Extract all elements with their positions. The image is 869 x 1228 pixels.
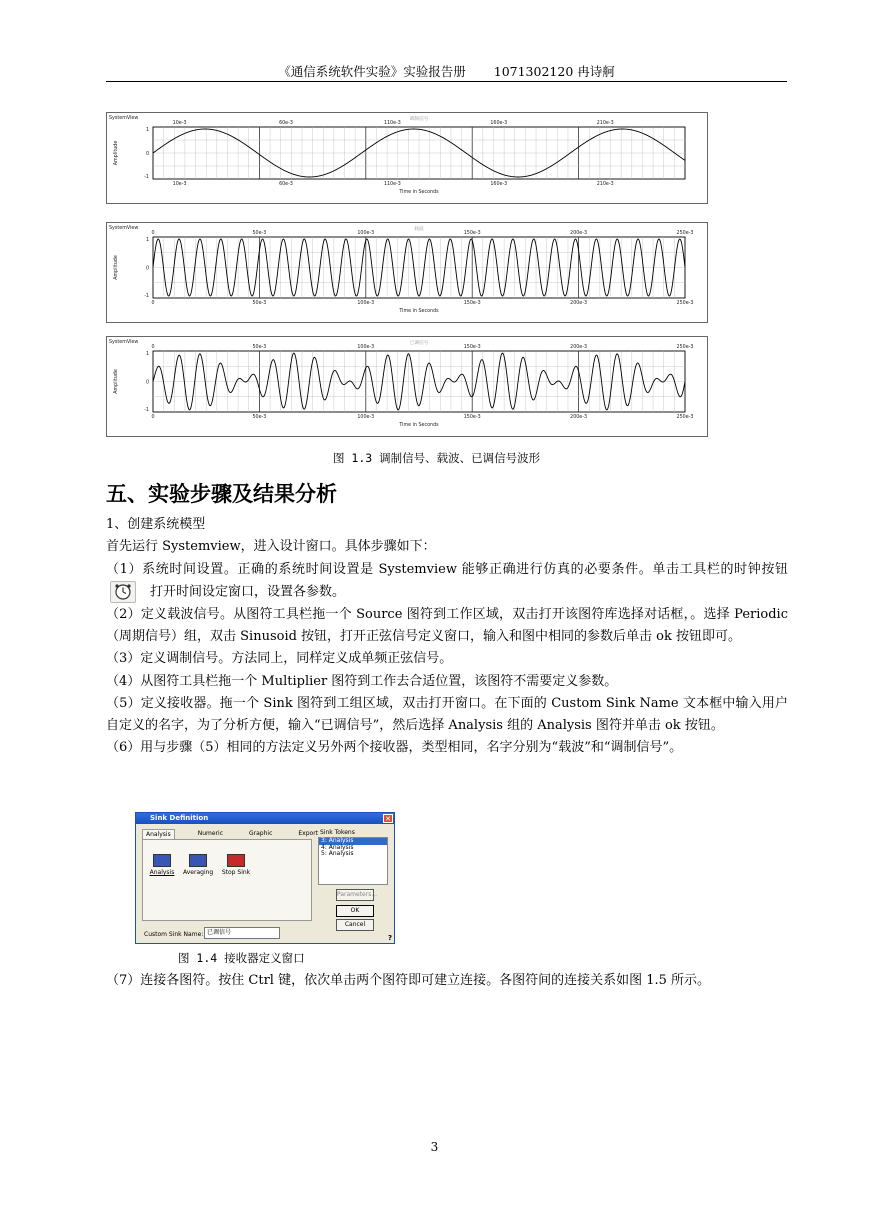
sink-tokens-label: Sink Tokens	[320, 829, 355, 836]
top-tick-label: 0	[151, 345, 155, 350]
averaging-sink-option[interactable]: Averaging	[183, 854, 213, 876]
top-tick-label: 10e-3	[172, 121, 187, 126]
stop-sink-icon	[227, 854, 245, 867]
figure-1-3-caption: 图 1.3 调制信号、载波、已调信号波形	[333, 451, 541, 465]
y-tick-label: -1	[144, 294, 149, 299]
figure-1-4-caption: 图 1.4 接收器定义窗口	[178, 951, 305, 965]
ok-button[interactable]: OK	[336, 905, 374, 917]
bottom-tick-label: 50e-3	[252, 415, 267, 420]
bottom-tick-label: 100e-3	[357, 301, 375, 306]
bottom-tick-label: 60e-3	[279, 182, 293, 187]
tab-graphic[interactable]: Graphic	[249, 830, 273, 837]
bottom-tick-label: 250e-3	[676, 301, 694, 306]
plot-app-label: SystemView	[109, 116, 139, 121]
header-author: 1071302120 冉诗舸	[493, 64, 615, 79]
plot-app-label: SystemView	[109, 226, 139, 231]
step-3: （3）定义调制信号。方法同上，同样定义成单频正弦信号。	[106, 651, 453, 667]
bottom-tick-label: 150e-3	[463, 301, 481, 306]
bottom-tick-label: 0	[151, 301, 155, 306]
help-icon[interactable]: ?	[387, 934, 392, 942]
tab-analysis[interactable]: Analysis	[142, 829, 175, 839]
top-tick-label: 150e-3	[463, 231, 481, 236]
sink-tokens-list[interactable]	[318, 837, 388, 885]
page-number: 3	[430, 1140, 439, 1154]
y-tick-label: 0	[145, 380, 149, 386]
bottom-tick-label: 50e-3	[252, 301, 267, 306]
stop-sink-option[interactable]: Stop Sink	[221, 854, 251, 876]
intro-paragraph: 首先运行 Systemview，进入设计窗口。具体步骤如下：	[106, 539, 436, 555]
averaging-icon	[189, 854, 207, 867]
analysis-icon	[153, 854, 171, 867]
y-axis-label: Amplitude	[114, 140, 119, 166]
plot-modulated-signal	[106, 336, 708, 437]
step-heading: 1、创建系统模型	[106, 517, 206, 532]
y-tick-label: 1	[145, 352, 149, 357]
top-tick-label: 50e-3	[252, 345, 267, 350]
tab-numeric[interactable]: Numeric	[197, 830, 223, 837]
top-tick-label: 60e-3	[279, 121, 293, 126]
x-axis-label: Time in Seconds	[399, 190, 439, 195]
section-title: 五、实验步骤及结果分析	[106, 482, 337, 506]
bottom-tick-label: 250e-3	[676, 415, 694, 420]
y-tick-label: 1	[145, 128, 149, 133]
top-tick-label: 100e-3	[357, 345, 375, 350]
y-tick-label: 0	[145, 266, 149, 272]
clock-icon	[110, 581, 136, 603]
bottom-tick-label: 200e-3	[570, 415, 588, 420]
tab-export[interactable]: Export	[298, 830, 319, 837]
step-6: （6）用与步骤（5）相同的方法定义另外两个接收器，类型相同，名字分别为“载波”和“调制信号”。	[106, 740, 683, 756]
top-tick-label: 150e-3	[463, 345, 481, 350]
bottom-tick-label: 210e-3	[596, 182, 614, 187]
bottom-tick-label: 160e-3	[490, 182, 508, 187]
top-tick-label: 110e-3	[383, 121, 401, 126]
dialog-title: Sink Definition	[150, 814, 209, 822]
top-tick-label: 50e-3	[252, 231, 267, 236]
step-4: （4）从图符工具栏拖一个 Multiplier 图符到工作去合适位置，该图符不需要定义参数。	[106, 673, 618, 689]
top-tick-label: 0	[151, 231, 155, 236]
x-axis-label: Time in Seconds	[399, 423, 439, 428]
parameters-button[interactable]: Parameters...	[336, 889, 374, 901]
cancel-button[interactable]: Cancel	[336, 919, 374, 931]
plot-app-label: SystemView	[109, 340, 139, 345]
top-tick-label: 200e-3	[570, 231, 588, 236]
top-tick-label: 200e-3	[570, 345, 588, 350]
bottom-tick-label: 0	[151, 415, 155, 420]
top-tick-label: 210e-3	[596, 121, 614, 126]
list-item[interactable]: 3: Analysis	[319, 838, 387, 845]
page-header	[106, 62, 787, 82]
custom-sink-name-label: Custom Sink Name:	[144, 931, 204, 938]
analysis-sink-option[interactable]: Analysis	[147, 854, 177, 876]
header-title: 《通信系统软件实验》实验报告册	[278, 64, 466, 79]
bottom-tick-label: 200e-3	[570, 301, 588, 306]
top-tick-label: 250e-3	[676, 231, 694, 236]
bottom-tick-label: 10e-3	[172, 182, 187, 187]
custom-sink-name-input[interactable]: 已调信号	[204, 927, 280, 939]
plot-title: 调制信号	[409, 117, 429, 122]
dialog-titlebar	[136, 813, 394, 824]
bottom-tick-label: 110e-3	[383, 182, 401, 187]
y-tick-label: 1	[145, 238, 149, 243]
plot-modulating-signal	[106, 112, 708, 204]
y-tick-label: 0	[145, 152, 149, 157]
sink-definition-dialog	[135, 812, 395, 944]
bottom-tick-label: 100e-3	[357, 415, 375, 420]
step-7: （7）连接各图符。按住 Ctrl 键，依次单击两个图符即可建立连接。各图符间的连接关系如图 1.5 所示。	[106, 973, 711, 988]
x-axis-label: Time in Seconds	[399, 309, 439, 314]
plot-title: 载波	[414, 227, 424, 232]
dialog-tabs	[142, 829, 321, 839]
close-icon[interactable]: ✕	[383, 814, 393, 823]
y-axis-label: Amplitude	[114, 255, 119, 280]
y-axis-label: Amplitude	[114, 369, 119, 394]
top-tick-label: 250e-3	[676, 345, 694, 350]
sink-type-panel	[142, 839, 312, 921]
plot-title: 已调信号	[409, 341, 429, 346]
list-item[interactable]: 5: Analysis	[321, 850, 354, 857]
list-item[interactable]: 4: Analysis	[321, 843, 354, 851]
top-tick-label: 100e-3	[357, 231, 375, 236]
step-5: （5）定义接收器。拖一个 Sink 图符到工组区域，双击打开窗口。在下面的 Custom Sink Name 文本框中输入用户自定义的名字，为了分析方便，输入“已调信号”，然后选择 Analysis 组的 Analysis 图符并单击 ok 按钮。	[106, 695, 788, 734]
step-1: （1）系统时间设置。正确的系统时间设置是 Systemview 能够正确进行仿真的必要条件。单击工具栏的时钟按钮打开时间设定窗口，设置各参数。	[106, 559, 788, 604]
y-tick-label: -1	[144, 175, 149, 180]
top-tick-label: 160e-3	[490, 121, 508, 126]
y-tick-label: -1	[144, 408, 149, 413]
plot-carrier	[106, 222, 708, 323]
steps-text	[106, 514, 788, 760]
step-2: （2）定义载波信号。从图符工具栏拖一个 Source 图符到工作区域，双击打开该图符库选择对话框，。选择 Periodic（周期信号）组，双击 Sinusoid 按钮，打开正弦信号定义窗口，输入和图中相同的参数后单击 ok 按钮即可。	[106, 606, 788, 644]
bottom-tick-label: 150e-3	[463, 415, 481, 420]
